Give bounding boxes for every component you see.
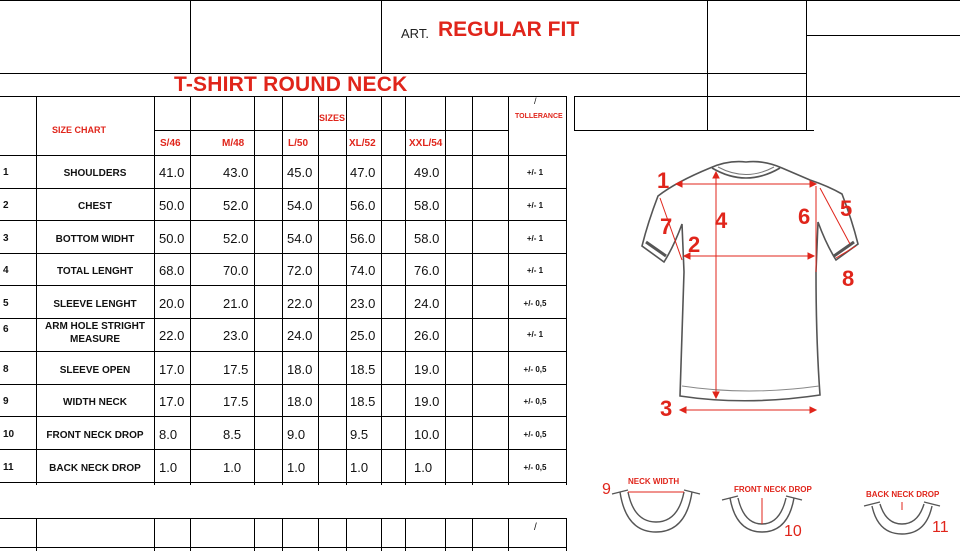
front-neck-drop-diagram — [718, 480, 818, 548]
size-value: 8.5 — [223, 427, 242, 442]
grid-v-bottom-right — [566, 518, 567, 551]
grid-v-right-b — [707, 96, 708, 130]
size-value: 18.5 — [350, 394, 376, 409]
tolerance-value: +/- 0,5 — [523, 463, 547, 472]
grid-v-7 — [381, 96, 382, 485]
back-neck-drop-diagram — [860, 484, 960, 548]
grid-v-bottom-5 — [318, 518, 319, 551]
grid-v-5 — [318, 96, 319, 485]
grid-v-bottom-8 — [405, 518, 406, 551]
grid-h-header — [0, 96, 566, 97]
grid-v-bottom-7 — [381, 518, 382, 551]
marker-3: 3 — [660, 396, 673, 421]
size-value: 49.0 — [414, 165, 440, 180]
front-neck-drop-number: 10 — [784, 523, 802, 540]
size-value: 56.0 — [350, 198, 376, 213]
grid-v-1 — [154, 96, 155, 485]
size-value: 72.0 — [287, 263, 313, 278]
grid-v-bottom-9 — [445, 518, 446, 551]
size-value: 10.0 — [414, 427, 440, 442]
size-value: 58.0 — [414, 198, 440, 213]
tolerance-value: +/- 0,5 — [523, 397, 547, 406]
grid-h-bottom-2 — [0, 547, 566, 548]
tolerance-value: +/- 0,5 — [523, 430, 547, 439]
size-value: 22.0 — [159, 328, 185, 343]
size-value: 23.0 — [223, 328, 249, 343]
row-label: ARM HOLE STRIGHT MEASURE — [45, 321, 145, 345]
row-number: 2 — [3, 200, 9, 211]
size-value: 76.0 — [414, 263, 440, 278]
size-value: 20.0 — [159, 296, 185, 311]
grid-v-bottom-11 — [508, 518, 509, 551]
size-value: 1.0 — [350, 460, 369, 475]
grid-v-9 — [445, 96, 446, 485]
row-label: CHEST — [78, 201, 112, 212]
size-value: 17.0 — [159, 362, 185, 377]
size-value: 70.0 — [223, 263, 249, 278]
tolerance-value: +/- 1 — [526, 330, 544, 339]
grid-v-4 — [282, 96, 283, 485]
header-divider-3 — [707, 0, 708, 96]
size-value: 24.0 — [414, 296, 440, 311]
row-label: SLEEVE OPEN — [59, 365, 131, 376]
grid-h-sizebar — [0, 155, 566, 156]
grid-v-10 — [472, 96, 473, 485]
size-value: 56.0 — [350, 231, 376, 246]
tolerance-value: +/- 1 — [526, 266, 544, 275]
tolerance-slash: / — [534, 96, 537, 106]
page-title: T-SHIRT ROUND NECK — [174, 73, 408, 96]
size-value: 25.0 — [350, 328, 376, 343]
header-right-line — [806, 35, 960, 36]
sizes-label: SIZES — [319, 113, 346, 123]
grid-v-3 — [254, 96, 255, 485]
grid-h-row-3 — [0, 285, 566, 286]
row-label: WIDTH NECK — [63, 397, 127, 408]
grid-h-row-7 — [0, 416, 566, 417]
back-neck-drop-number: 11 — [932, 519, 949, 536]
size-value: 45.0 — [287, 165, 313, 180]
neck-width-label: NECK WIDTH — [628, 477, 680, 486]
row-number: 6 — [3, 324, 9, 335]
row-number: 11 — [3, 462, 14, 473]
grid-v-bottom-0 — [36, 518, 37, 551]
row-label: FRONT NECK DROP — [46, 430, 144, 441]
row-label: SLEEVE LENGHT — [53, 299, 137, 310]
marker-6: 6 — [798, 204, 811, 229]
size-value: 17.5 — [223, 362, 249, 377]
size-value: 50.0 — [159, 198, 185, 213]
row-number: 8 — [3, 364, 9, 375]
grid-h-sizes — [154, 130, 508, 131]
grid-v-8 — [405, 96, 406, 485]
grid-h-row-1 — [0, 220, 566, 221]
grid-v-11 — [508, 96, 509, 485]
size-value: 18.5 — [350, 362, 376, 377]
header-divider-2 — [381, 0, 382, 73]
grid-h-row-8 — [0, 449, 566, 450]
back-neck-drop-label: BACK NECK DROP — [866, 490, 940, 499]
size-value: 22.0 — [287, 296, 313, 311]
tolerance-value: +/- 1 — [526, 234, 544, 243]
size-value: 1.0 — [223, 460, 242, 475]
size-value: 58.0 — [414, 231, 440, 246]
grid-h-right-header — [574, 96, 960, 97]
grid-h-row-6 — [0, 384, 566, 385]
tolerance-label: TOLLERANCE — [515, 113, 563, 120]
size-header-xxl: XXL/54 — [409, 138, 443, 149]
grid-v-2 — [190, 96, 191, 485]
size-value: 52.0 — [223, 198, 249, 213]
row-number: 10 — [3, 429, 15, 440]
grid-v-bottom-6 — [346, 518, 347, 551]
size-value: 8.0 — [159, 427, 178, 442]
grid-v-0 — [36, 96, 37, 485]
row-number: 5 — [3, 298, 9, 309]
size-chart-label: SIZE CHART — [52, 125, 106, 135]
tolerance-value: +/- 1 — [526, 168, 544, 177]
grid-v-bottom-10 — [472, 518, 473, 551]
size-value: 52.0 — [223, 231, 249, 246]
grid-h-row-0 — [0, 188, 566, 189]
marker-2: 2 — [688, 232, 701, 257]
grid-v-bottom-3 — [254, 518, 255, 551]
marker-4: 4 — [715, 208, 728, 233]
grid-h-row-2 — [0, 253, 566, 254]
size-value: 17.0 — [159, 394, 185, 409]
tolerance-value: +/- 1 — [526, 201, 544, 210]
size-value: 17.5 — [223, 394, 249, 409]
header-divider-4 — [806, 0, 807, 96]
grid-v-6 — [346, 96, 347, 485]
size-value: 1.0 — [414, 460, 433, 475]
neck-width-number: 9 — [602, 481, 611, 498]
marker-5: 5 — [840, 196, 853, 221]
size-value: 47.0 — [350, 165, 376, 180]
size-value: 1.0 — [159, 460, 178, 475]
grid-v-right-c — [806, 96, 807, 130]
tolerance-value: +/- 0,5 — [523, 365, 547, 374]
bottom-slash: / — [534, 522, 537, 533]
row-label: SHOULDERS — [63, 168, 127, 179]
size-value: 43.0 — [223, 165, 249, 180]
front-neck-drop-label: FRONT NECK DROP — [734, 485, 812, 494]
marker-7: 7 — [660, 214, 673, 239]
row-number: 4 — [3, 265, 9, 276]
size-value: 50.0 — [159, 231, 185, 246]
tolerance-value: +/- 0,5 — [523, 299, 547, 308]
size-value: 9.5 — [350, 427, 369, 442]
size-header-m: M/48 — [222, 138, 245, 149]
size-value: 21.0 — [223, 296, 249, 311]
grid-v-right-a — [574, 96, 575, 130]
grid-h-row-9 — [0, 482, 566, 483]
size-header-s: S/46 — [160, 138, 181, 149]
grid-v-right — [566, 96, 567, 485]
size-value: 23.0 — [350, 296, 376, 311]
header-top-border — [0, 0, 960, 1]
size-value: 26.0 — [414, 328, 440, 343]
grid-v-bottom-4 — [282, 518, 283, 551]
grid-h-right-sub — [574, 130, 814, 131]
neck-width-diagram — [598, 470, 713, 542]
grid-v-bottom-2 — [190, 518, 191, 551]
size-value: 54.0 — [287, 198, 313, 213]
marker-8: 8 — [842, 266, 855, 291]
size-value: 54.0 — [287, 231, 313, 246]
grid-h-bottom-1 — [0, 518, 566, 519]
row-number: 9 — [3, 396, 9, 407]
row-label: BOTTOM WIDHT — [55, 234, 135, 245]
size-header-xl: XL/52 — [349, 138, 376, 149]
size-value: 41.0 — [159, 165, 185, 180]
size-value: 1.0 — [287, 460, 306, 475]
grid-h-row-4 — [0, 318, 566, 319]
size-value: 19.0 — [414, 394, 440, 409]
grid-v-bottom-1 — [154, 518, 155, 551]
row-label: BACK NECK DROP — [49, 463, 141, 474]
size-value: 18.0 — [287, 394, 313, 409]
size-value: 74.0 — [350, 263, 376, 278]
row-label: TOTAL LENGHT — [56, 266, 134, 277]
size-value: 9.0 — [287, 427, 306, 442]
row-number: 3 — [3, 233, 9, 244]
size-header-l: L/50 — [288, 138, 309, 149]
size-value: 19.0 — [414, 362, 440, 377]
size-value: 24.0 — [287, 328, 313, 343]
header-divider-1 — [190, 0, 191, 73]
row-number: 1 — [3, 167, 9, 178]
size-value: 68.0 — [159, 263, 185, 278]
art-label: ART. — [401, 26, 429, 41]
tshirt-diagram — [630, 150, 870, 425]
art-value: REGULAR FIT — [438, 18, 580, 41]
size-value: 18.0 — [287, 362, 313, 377]
grid-h-row-5 — [0, 351, 566, 352]
marker-1: 1 — [657, 168, 670, 193]
